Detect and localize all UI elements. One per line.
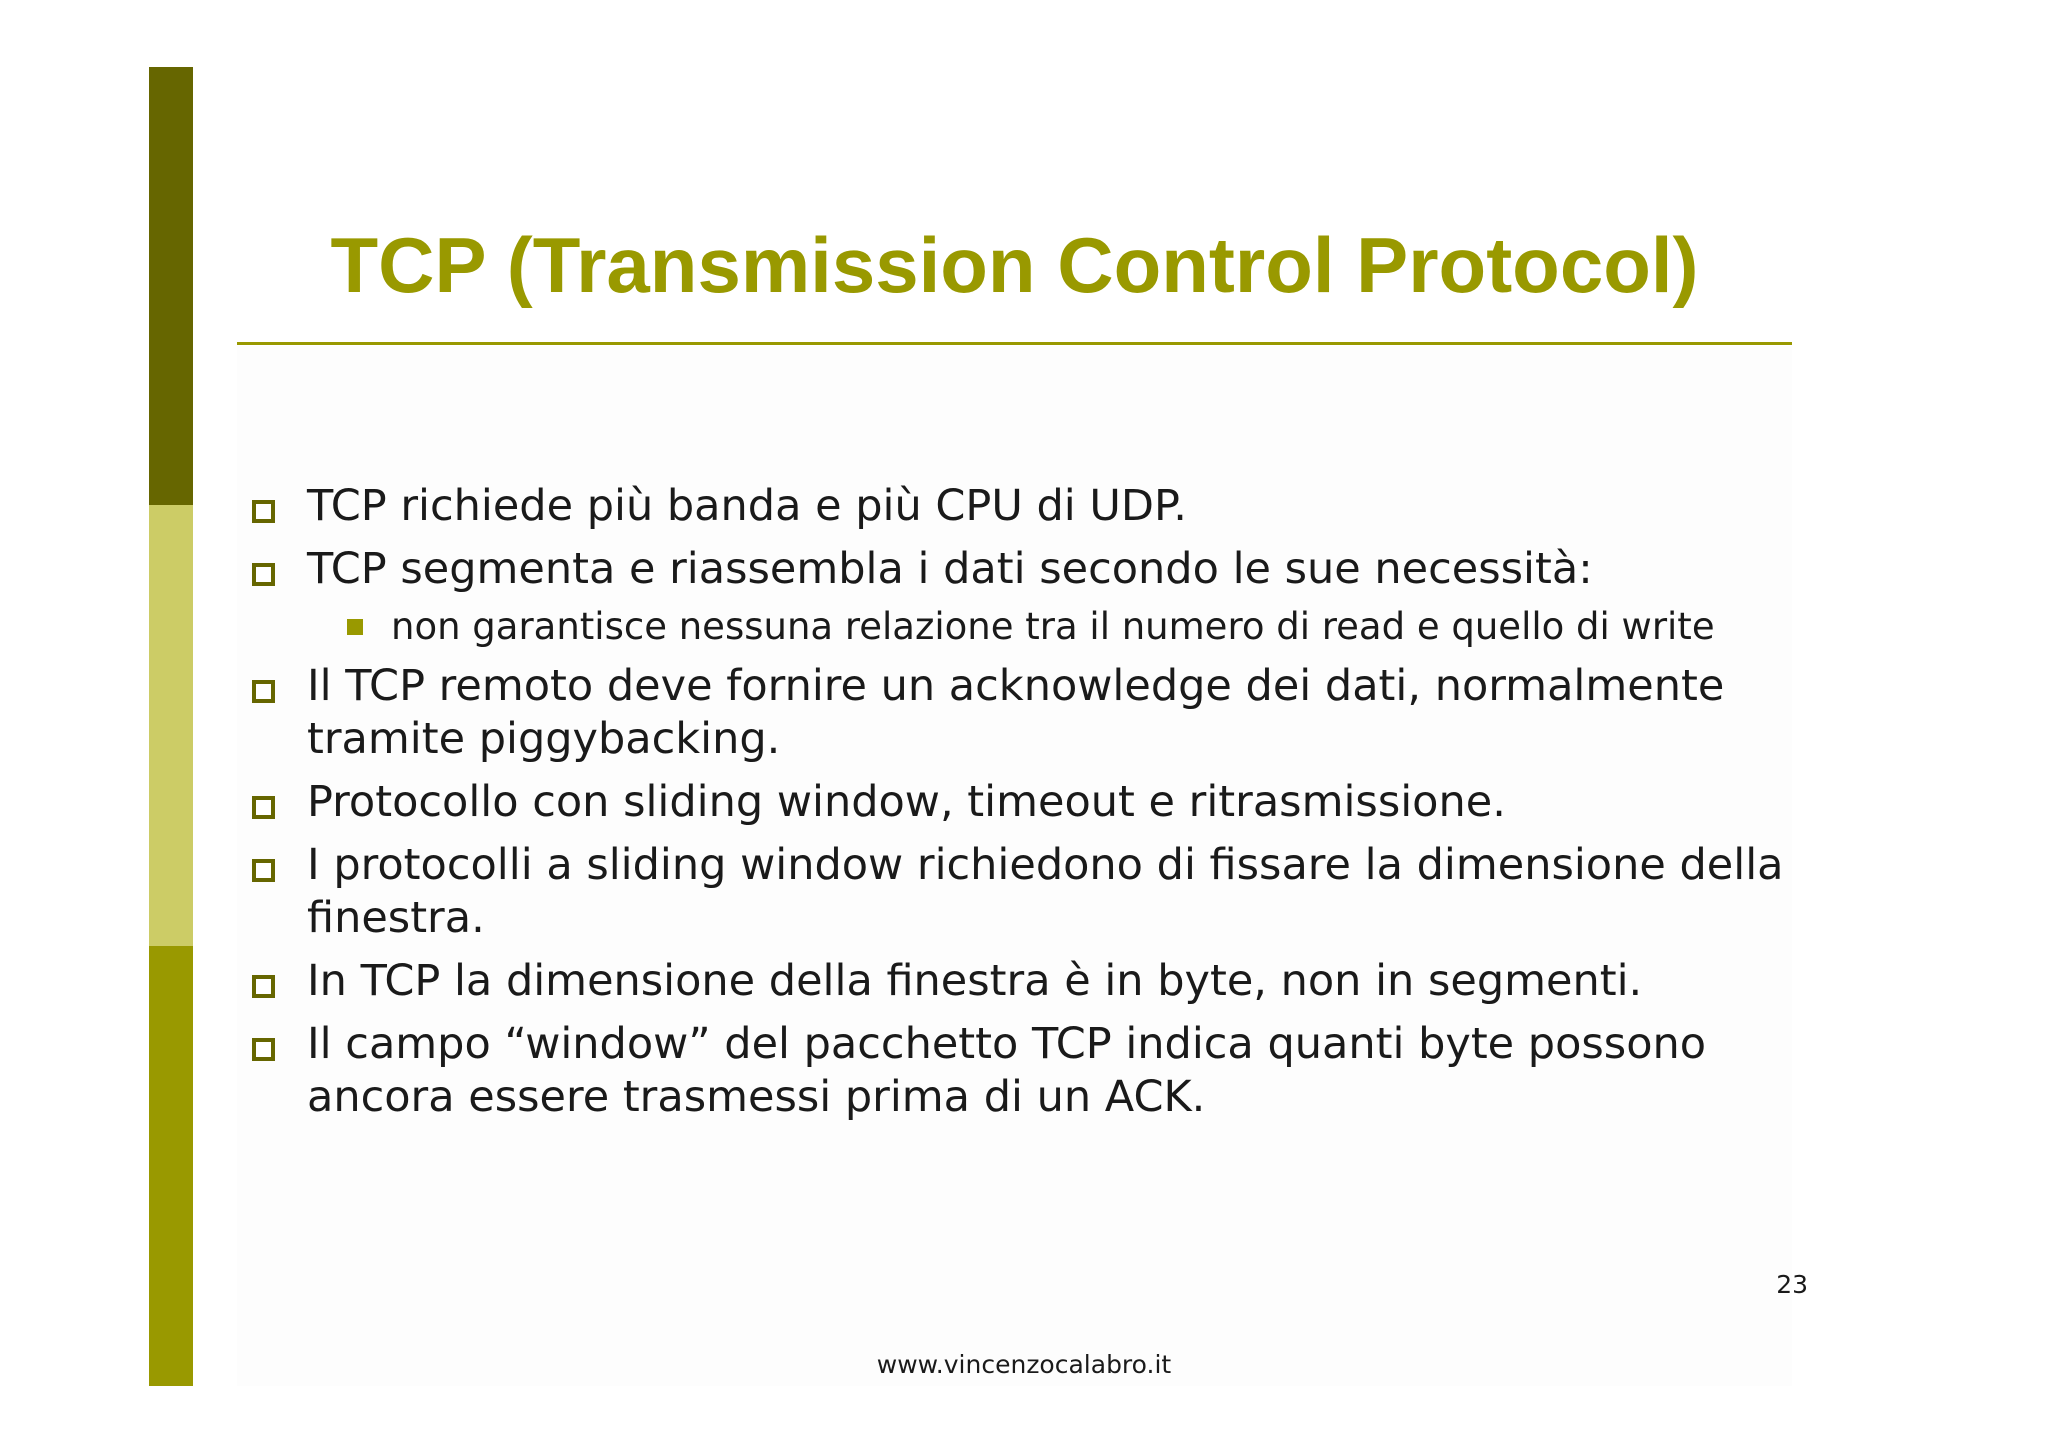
- hollow-square-bullet-icon: [252, 680, 275, 703]
- sidebar-segment-dark: [149, 67, 193, 505]
- bullet-item: [245, 660, 1815, 766]
- bullet-text: In TCP la dimensione della finestra è in byte, non in segmenti.: [307, 956, 1643, 1006]
- hollow-square-bullet-icon: [252, 859, 275, 882]
- hollow-square-bullet-icon: [252, 500, 275, 523]
- bullet-item: [245, 839, 1815, 945]
- bullet-item: [245, 776, 1815, 829]
- bullet-text: Il campo “window” del pacchetto TCP indica quanti byte possono ancora essere trasmessi prima di un ACK.: [307, 1019, 1707, 1122]
- bullet-text: TCP richiede più banda e più CPU di UDP.: [307, 481, 1187, 531]
- hollow-square-bullet-icon: [252, 975, 275, 998]
- hollow-square-bullet-icon: [252, 796, 275, 819]
- filled-square-bullet-icon: [347, 619, 363, 635]
- bullet-text: Protocollo con sliding window, timeout e ritrasmissione.: [307, 777, 1506, 827]
- sidebar-segment-light: [149, 505, 193, 946]
- title-divider: [237, 342, 1792, 345]
- sidebar-bar: [149, 67, 193, 1386]
- sub-bullet-item: [245, 602, 1815, 652]
- page-number: 23: [1776, 1270, 1808, 1299]
- slide-title: TCP (Transmission Control Protocol): [330, 221, 1699, 309]
- bullet-item: [245, 543, 1815, 596]
- sidebar-segment-mid: [149, 946, 193, 1386]
- bullet-item: [245, 480, 1815, 533]
- bullet-text: TCP segmenta e riassembla i dati secondo le sue necessità:: [307, 544, 1593, 594]
- bullet-item: [245, 1018, 1815, 1124]
- hollow-square-bullet-icon: [252, 563, 275, 586]
- hollow-square-bullet-icon: [252, 1038, 275, 1061]
- bullet-text: Il TCP remoto deve fornire un acknowledge dei dati, normalmente tramite piggybacking.: [307, 661, 1725, 764]
- sub-bullet-text: non garantisce nessuna relazione tra il numero di read e quello di write: [391, 605, 1715, 648]
- bullet-text: I protocolli a sliding window richiedono di fissare la dimensione della finestra.: [307, 840, 1784, 943]
- bullet-item: [245, 955, 1815, 1008]
- footer-url: www.vincenzocalabro.it: [876, 1350, 1172, 1379]
- bullet-list: [245, 480, 1815, 1134]
